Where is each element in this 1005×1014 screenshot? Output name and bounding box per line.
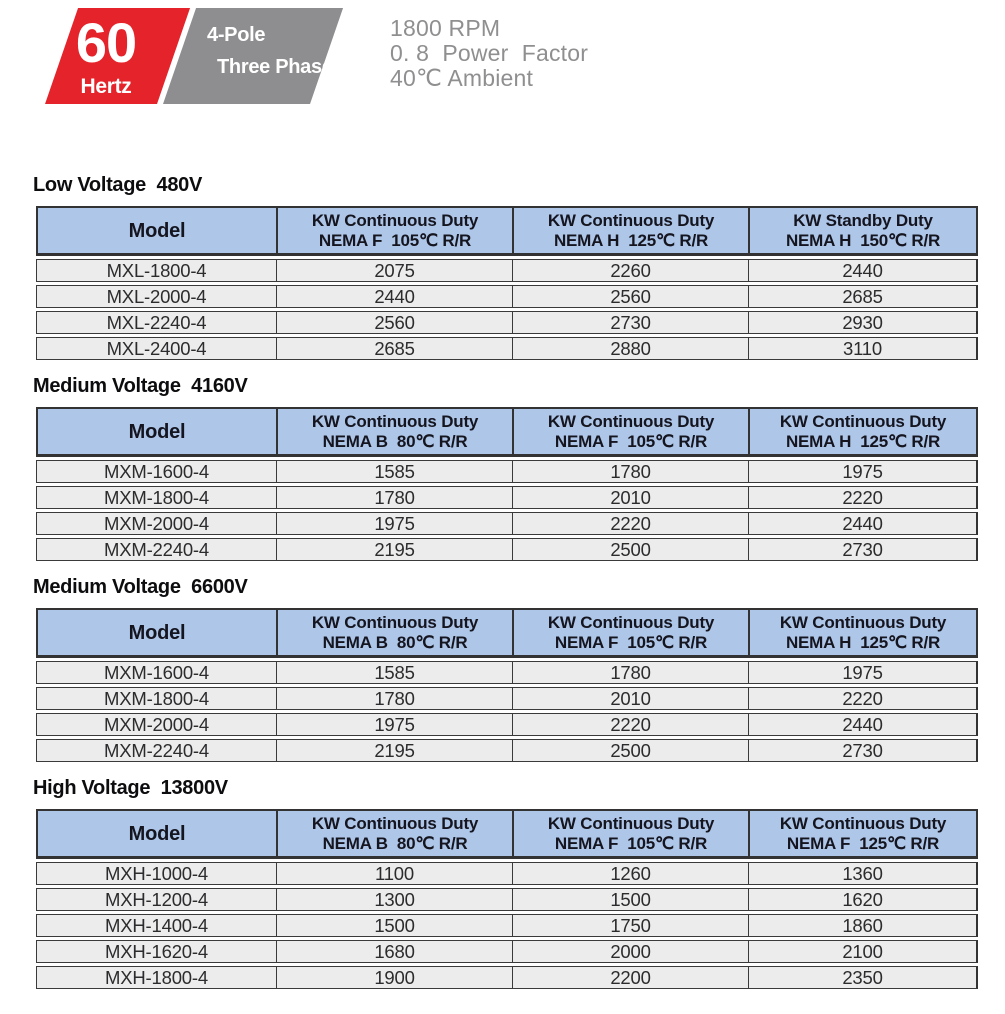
kw-value-cell: 2560	[512, 285, 748, 308]
kw-value-cell: 2440	[748, 512, 978, 535]
column-header: KW Continuous Duty NEMA F 125℃ R/R	[748, 809, 978, 859]
kw-value-cell: 2100	[748, 940, 978, 963]
kw-value-cell: 2440	[276, 285, 512, 308]
column-header: KW Continuous Duty NEMA B 80℃ R/R	[276, 608, 512, 658]
section-title-medium-voltage-6600: Medium Voltage 6600V	[33, 576, 248, 598]
kw-value-cell: 2075	[276, 259, 512, 282]
column-header: KW Continuous Duty NEMA H 125℃ R/R	[748, 407, 978, 457]
kw-value-cell: 1975	[276, 713, 512, 736]
kw-value-cell: 1975	[276, 512, 512, 535]
kw-value-cell: 1100	[276, 862, 512, 885]
kw-value-cell: 1780	[276, 486, 512, 509]
kw-value-cell: 1860	[748, 914, 978, 937]
model-cell: MXL-2240-4	[36, 311, 276, 334]
kw-value-cell: 2220	[748, 486, 978, 509]
model-cell: MXL-2400-4	[36, 337, 276, 360]
model-cell: MXH-1000-4	[36, 862, 276, 885]
section-medium-voltage-6600	[0, 577, 1005, 762]
kw-value-cell: 1500	[512, 888, 748, 911]
model-cell: MXH-1200-4	[36, 888, 276, 911]
kw-value-cell: 2440	[748, 713, 978, 736]
column-header: KW Continuous Duty NEMA F 105℃ R/R	[512, 809, 748, 859]
kw-value-cell: 1780	[512, 460, 748, 483]
kw-value-cell: 2880	[512, 337, 748, 360]
kw-value-cell: 2220	[512, 713, 748, 736]
column-header-model: Model	[36, 206, 276, 256]
model-cell: MXL-1800-4	[36, 259, 276, 282]
kw-value-cell: 2930	[748, 311, 978, 334]
column-header: KW Continuous Duty NEMA F 105℃ R/R	[512, 608, 748, 658]
kw-value-cell: 2220	[748, 687, 978, 710]
section-title-high-voltage-13800: High Voltage 13800V	[33, 777, 228, 799]
kw-value-cell: 3110	[748, 337, 978, 360]
kw-value-cell: 1780	[276, 687, 512, 710]
section-medium-voltage-4160	[0, 376, 1005, 561]
kw-value-cell: 1900	[276, 966, 512, 989]
column-header: KW Continuous Duty NEMA B 80℃ R/R	[276, 809, 512, 859]
frequency-value: 60	[75, 11, 137, 74]
model-cell: MXH-1620-4	[36, 940, 276, 963]
kw-value-cell: 2500	[512, 739, 748, 762]
spec-table-medium-voltage-4160	[36, 407, 978, 561]
kw-value-cell: 2010	[512, 486, 748, 509]
kw-value-cell: 2500	[512, 538, 748, 561]
spec-ambient: 40℃ Ambient	[390, 65, 534, 91]
kw-value-cell: 2000	[512, 940, 748, 963]
kw-value-cell: 1780	[512, 661, 748, 684]
column-header: KW Continuous Duty NEMA H 125℃ R/R	[512, 206, 748, 256]
kw-value-cell: 2440	[748, 259, 978, 282]
pole-label: 4-Pole	[207, 24, 266, 46]
kw-value-cell: 1620	[748, 888, 978, 911]
section-title-low-voltage: Low Voltage 480V	[33, 174, 203, 196]
model-cell: MXM-2000-4	[36, 512, 276, 535]
model-cell: MXM-1800-4	[36, 486, 276, 509]
model-cell: MXH-1400-4	[36, 914, 276, 937]
kw-value-cell: 1360	[748, 862, 978, 885]
kw-value-cell: 2685	[276, 337, 512, 360]
kw-value-cell: 2260	[512, 259, 748, 282]
section-title-medium-voltage-4160: Medium Voltage 4160V	[33, 375, 248, 397]
kw-value-cell: 2200	[512, 966, 748, 989]
column-header: KW Continuous Duty NEMA F 105℃ R/R	[276, 206, 512, 256]
model-cell: MXL-2000-4	[36, 285, 276, 308]
spec-lines	[390, 16, 588, 91]
kw-value-cell: 2195	[276, 538, 512, 561]
column-header: KW Continuous Duty NEMA F 105℃ R/R	[512, 407, 748, 457]
model-cell: MXM-1800-4	[36, 687, 276, 710]
section-high-voltage-13800	[0, 778, 1005, 989]
pole-phase-badge	[163, 8, 343, 104]
kw-value-cell: 1585	[276, 460, 512, 483]
kw-value-cell: 2730	[512, 311, 748, 334]
kw-value-cell: 2350	[748, 966, 978, 989]
kw-value-cell: 1680	[276, 940, 512, 963]
spec-table-medium-voltage-6600	[36, 608, 978, 762]
kw-value-cell: 2685	[748, 285, 978, 308]
kw-value-cell: 1500	[276, 914, 512, 937]
model-cell: MXM-1600-4	[36, 661, 276, 684]
spec-table-low-voltage	[36, 206, 978, 360]
model-cell: MXM-2240-4	[36, 538, 276, 561]
model-cell: MXM-1600-4	[36, 460, 276, 483]
kw-value-cell: 2730	[748, 739, 978, 762]
kw-value-cell: 1750	[512, 914, 748, 937]
kw-value-cell: 1975	[748, 460, 978, 483]
column-header-model: Model	[36, 608, 276, 658]
kw-value-cell: 1300	[276, 888, 512, 911]
column-header: KW Continuous Duty NEMA B 80℃ R/R	[276, 407, 512, 457]
column-header-model: Model	[36, 809, 276, 859]
kw-value-cell: 2730	[748, 538, 978, 561]
kw-value-cell: 2560	[276, 311, 512, 334]
kw-value-cell: 2010	[512, 687, 748, 710]
column-header: KW Continuous Duty NEMA H 125℃ R/R	[748, 608, 978, 658]
column-header: KW Standby Duty NEMA H 150℃ R/R	[748, 206, 978, 256]
spec-power-factor: 0. 8 Power Factor	[390, 40, 589, 66]
kw-value-cell: 1260	[512, 862, 748, 885]
spec-rpm: 1800 RPM	[390, 15, 501, 41]
kw-value-cell: 1585	[276, 661, 512, 684]
model-cell: MXM-2000-4	[36, 713, 276, 736]
column-header-model: Model	[36, 407, 276, 457]
model-cell: MXM-2240-4	[36, 739, 276, 762]
section-low-voltage	[0, 175, 1005, 360]
kw-value-cell: 1975	[748, 661, 978, 684]
kw-value-cell: 2195	[276, 739, 512, 762]
phase-label: Three Phase	[217, 56, 333, 78]
model-cell: MXH-1800-4	[36, 966, 276, 989]
frequency-unit-label: Hertz	[80, 75, 132, 98]
kw-value-cell: 2220	[512, 512, 748, 535]
spec-table-high-voltage-13800	[36, 809, 978, 989]
